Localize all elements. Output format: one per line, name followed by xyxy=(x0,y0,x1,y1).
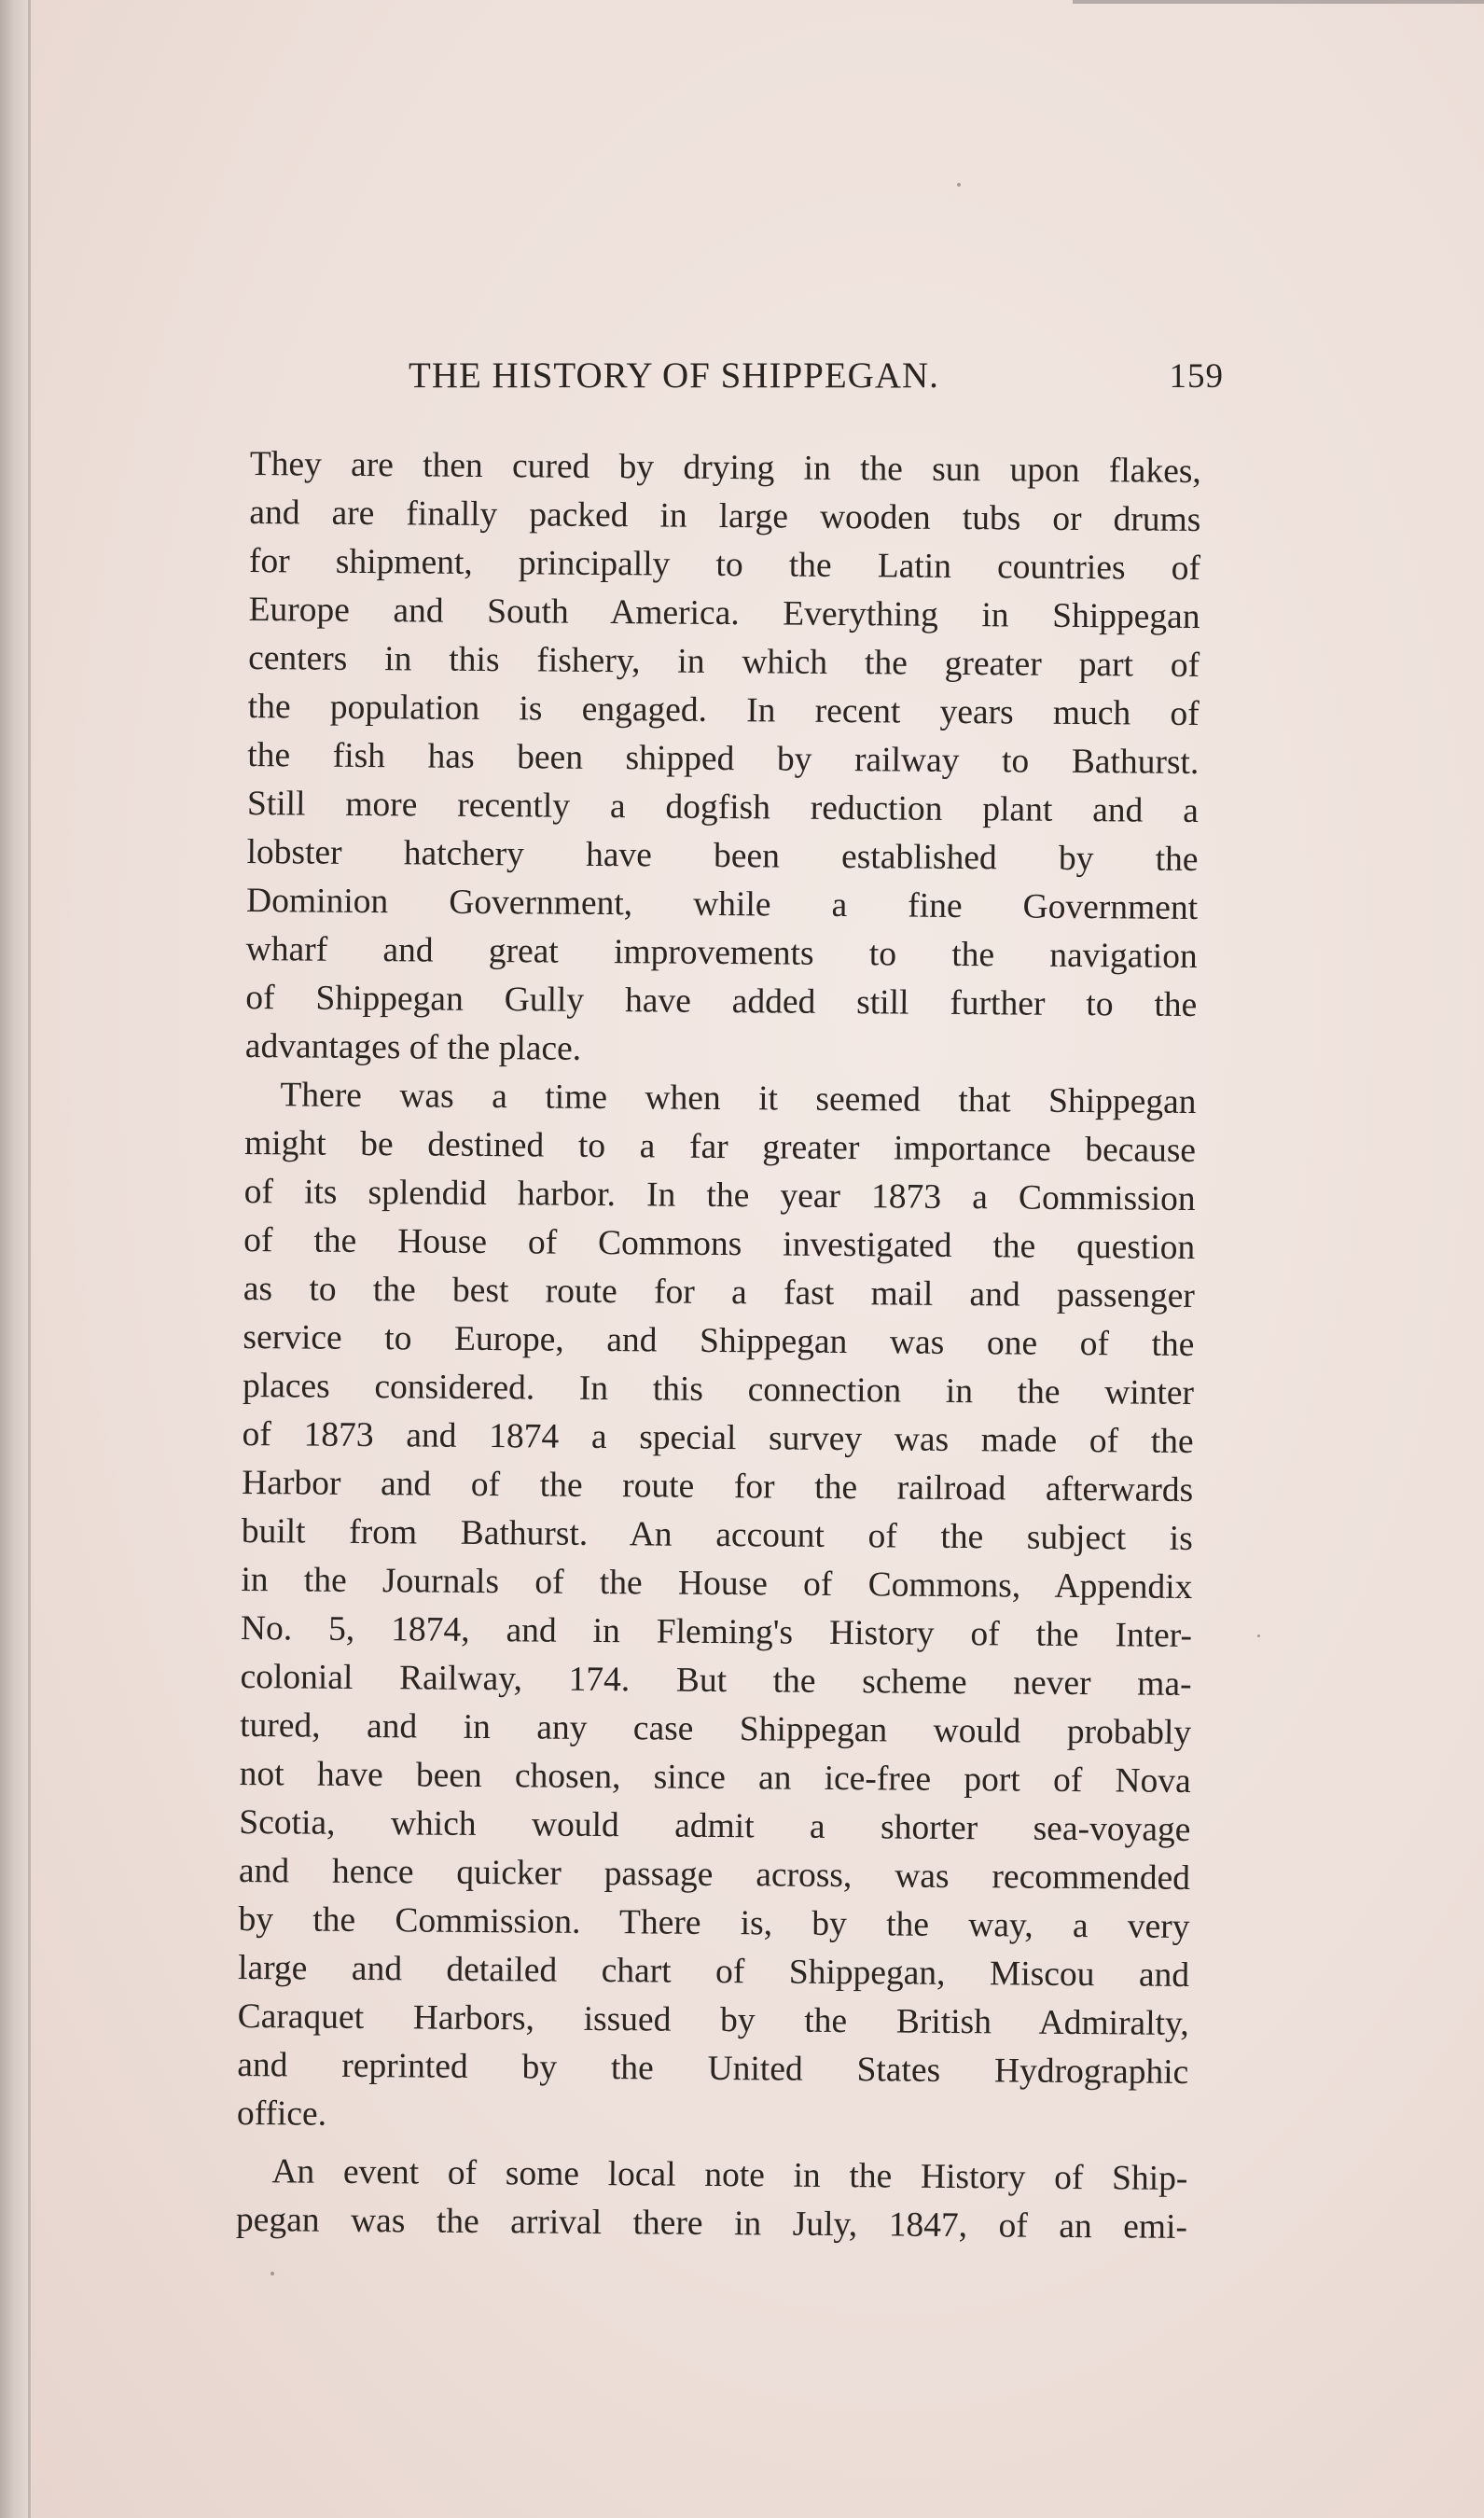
text-line: service to Europe, and Shippegan was one of the xyxy=(243,1317,1195,1364)
text-line: wharf and great improvements to the navigation xyxy=(245,929,1198,976)
page-number: 159 xyxy=(1169,357,1224,396)
text-line: No. 5, 1874, and in Fleming's History of the Inter- xyxy=(240,1608,1193,1655)
binding-shadow-line xyxy=(28,0,31,2518)
text-line: for shipment, principally to the Latin countries of xyxy=(248,541,1201,589)
text-line: Still more recently a dogfish reduction plant and a xyxy=(246,784,1200,830)
text-line: and hence quicker passage across, was recommended xyxy=(238,1851,1191,1898)
text-line: and are finally packed in large wooden tubs or drums xyxy=(249,493,1201,540)
book-binding-edge xyxy=(0,0,32,2518)
page-top-edge xyxy=(1073,0,1484,4)
text-line: built from Bathurst. An account of the subject is xyxy=(241,1511,1193,1558)
text-line: Harbor and of the route for the railroad afterwards xyxy=(242,1463,1194,1509)
text-line: large and detailed chart of Shippegan, Miscou and xyxy=(237,1948,1190,1995)
text-line: Dominion Government, while a fine Government xyxy=(245,881,1199,927)
text-line: centers in this fishery, in which the greater part of xyxy=(248,638,1200,686)
body-text xyxy=(236,440,1201,2252)
text-line: Scotia, which would admit a shorter sea-voyage xyxy=(239,1802,1191,1849)
text-line: colonial Railway, 174. But the scheme never ma- xyxy=(240,1657,1192,1704)
text-line: might be destined to a far greater importance because xyxy=(243,1123,1197,1170)
text-line: tured, and in any case Shippegan would probably xyxy=(240,1705,1192,1752)
paper-speck xyxy=(270,2272,274,2275)
running-head xyxy=(252,355,1231,401)
text-line: advantages of the place. xyxy=(244,1026,582,1068)
text-line: places considered. In this connection in the winter xyxy=(242,1366,1195,1412)
paragraph-2 xyxy=(237,1071,1197,2146)
text-line: office. xyxy=(236,2094,327,2134)
text-line: lobster hatchery have been established by the xyxy=(246,832,1199,879)
text-line: of Shippegan Gully have added still further to the xyxy=(245,978,1198,1024)
text-line: the population is engaged. In recent years much of xyxy=(247,687,1200,734)
text-line: of its splendid harbor. In the year 1873 a Commission xyxy=(243,1172,1196,1218)
text-line: An event of some local note in the History of Ship- xyxy=(271,2152,1188,2198)
text-line: as to the best route for a fast mail and passenger xyxy=(243,1269,1195,1315)
text-line: They are then cured by drying in the sun upon flakes, xyxy=(249,444,1201,492)
text-line: not have been chosen, since an ice-free port of Nova xyxy=(239,1754,1191,1801)
running-title: THE HISTORY OF SHIPPEGAN. xyxy=(409,355,939,396)
text-line: of 1873 and 1874 a special survey was made of the xyxy=(242,1414,1194,1461)
paragraph-3 xyxy=(236,2148,1188,2252)
text-line: of the House of Commons investigated the question xyxy=(243,1220,1196,1267)
paper-speck xyxy=(957,183,961,187)
text-line: and reprinted by the United States Hydrographic xyxy=(237,2045,1189,2092)
text-line: pegan was the arrival there in July, 1847, of an emi- xyxy=(235,2200,1188,2247)
text-line: Europe and South America. Everything in Shippegan xyxy=(248,590,1200,637)
paragraph-1 xyxy=(245,440,1201,1078)
text-line: by the Commission. There is, by the way, a very xyxy=(238,1899,1190,1946)
text-line: There was a time when it seemed that Shippegan xyxy=(280,1076,1197,1121)
text-line: in the Journals of the House of Commons, Appendix xyxy=(241,1560,1193,1607)
paper-speck xyxy=(1257,1635,1260,1637)
text-line: the fish has been shipped by railway to Bathurst. xyxy=(247,735,1200,782)
text-line: Caraquet Harbors, issued by the British Admiralty, xyxy=(237,1996,1189,2043)
